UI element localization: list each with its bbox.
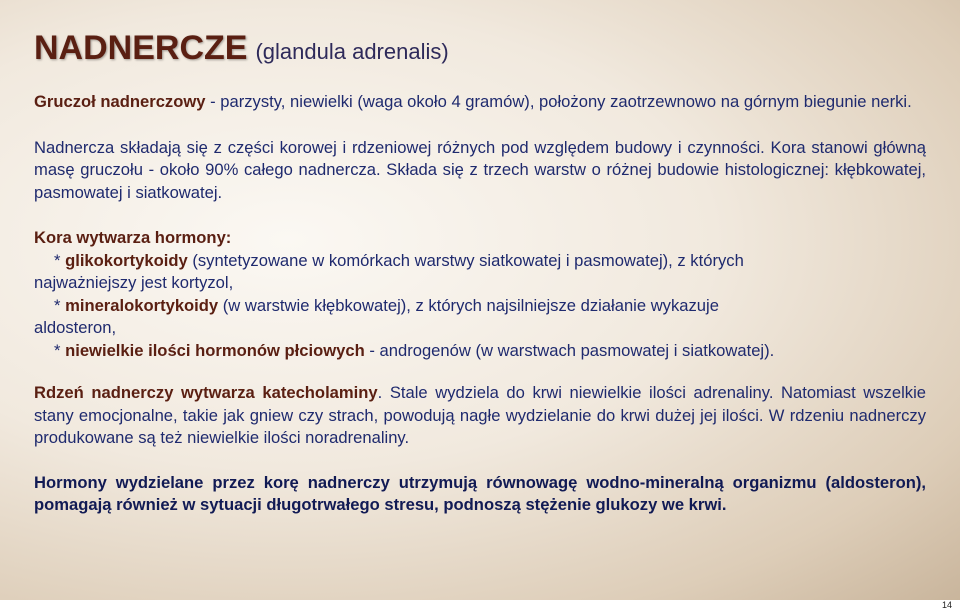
summary-text: Hormony wydzielane przez korę nadnerczy utrzymują równowagę wodno-mineralną organizmu (aldosteron), pomagają również w sytuacji długotrwałego stresu, podnoszą stężenie glukozy we krwi. bbox=[34, 472, 926, 514]
structure-text: Nadnercza składają się z części korowej i rdzeniowej różnych pod względem budowy i czynności. Kora stanowi główną masę gruczołu - około 90% całego nadnercza. Składa się z trzech warstw o różnej budowie histologicznej: kłębkowatej, pasmowatej i siatkowatej. bbox=[34, 137, 926, 202]
item-prefix: * bbox=[54, 340, 66, 360]
term-mineralocorticoids: mineralokortykoidy bbox=[65, 295, 219, 315]
item-continuation: aldosteron, bbox=[34, 318, 117, 337]
footer-bar bbox=[0, 600, 960, 611]
term-gland: Gruczoł nadnerczowy bbox=[34, 92, 206, 111]
item-text: (w warstwie kłębkowatej), z których najsilniejsze działanie wykazuje bbox=[218, 295, 719, 315]
list-item bbox=[34, 250, 926, 273]
item-prefix: * bbox=[54, 295, 66, 315]
title-subtitle: (glandula adrenalis) bbox=[255, 39, 449, 64]
paragraph-summary bbox=[34, 472, 926, 517]
title-main: NADNERCZE bbox=[34, 29, 248, 67]
list-item bbox=[34, 340, 926, 363]
paragraph-medulla bbox=[34, 382, 926, 450]
paragraph-gland-intro bbox=[34, 91, 926, 114]
page-number: 14 bbox=[941, 600, 952, 610]
gland-description: - parzysty, niewielki (waga około 4 gramów), położony zaotrzewnowo na górnym biegunie nerki. bbox=[205, 92, 912, 111]
medulla-text: . Stale wydziela do krwi niewielkie ilości adrenaliny. Natomiast wszelkie stany emocjonalne, takie jak gniew czy strach, powodują nagłe wydzielanie do krwi dużej jej ilości. W rdzeniu nadnerczy produkowane są też niewielkie ilości noradrenaliny. bbox=[34, 383, 926, 447]
term-sex-hormones: niewielkie ilości hormonów płciowych bbox=[65, 340, 365, 360]
paragraph-structure bbox=[34, 137, 926, 205]
cortex-heading: Kora wytwarza hormony: bbox=[34, 228, 232, 247]
list-item bbox=[34, 295, 926, 318]
term-medulla: Rdzeń nadnerczy wytwarza katecholaminy bbox=[34, 383, 378, 402]
paragraph-cortex-hormones bbox=[34, 227, 926, 362]
term-glucocorticoids: glikokortykoidy bbox=[65, 250, 188, 270]
item-text: - androgenów (w warstwach pasmowatej i siatkowatej). bbox=[364, 340, 775, 360]
slide-title bbox=[34, 28, 926, 75]
item-text: (syntetyzowane w komórkach warstwy siatkowatej i pasmowatej), z których bbox=[187, 250, 744, 270]
item-prefix: * bbox=[54, 250, 66, 270]
item-continuation: najważniejszy jest kortyzol, bbox=[34, 273, 234, 292]
